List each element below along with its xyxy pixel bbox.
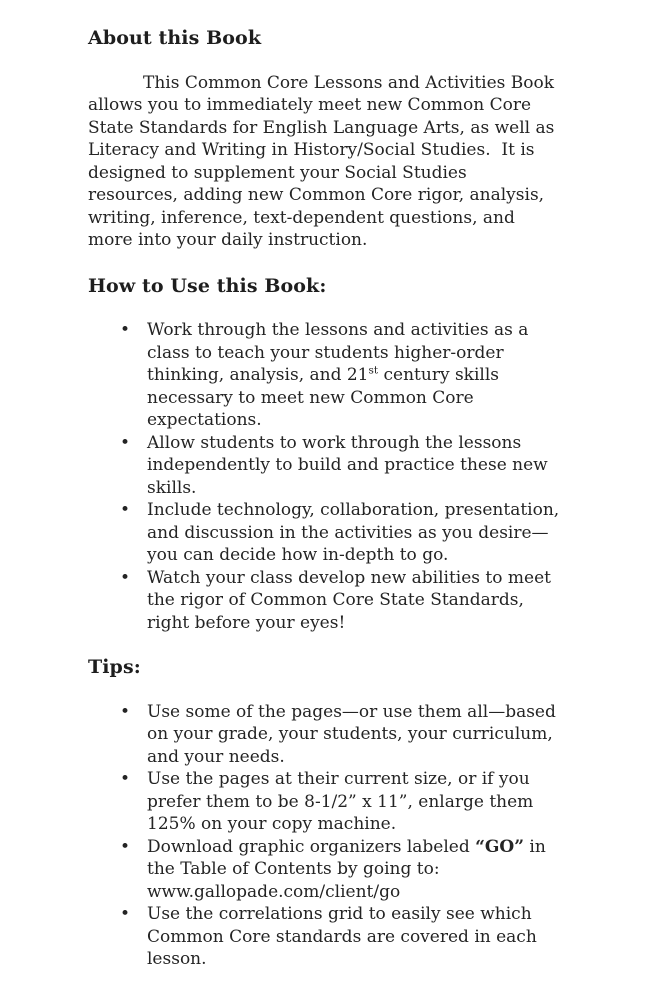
text-segment: in the Table of Contents by going to: www.gallopade.com/client/go xyxy=(147,836,546,902)
list-item: • Watch your class develop new abilities to meet the rigor of Common Core State Standards, right before your eyes! xyxy=(147,567,561,635)
list-item: • Allow students to work through the lessons independently to build and practice these new skills. xyxy=(147,432,561,500)
tips-heading: Tips: xyxy=(88,656,141,678)
text-segment: Work through the lessons and activities as a class to teach your students higher-order thinking, analysis, and 21 xyxy=(147,320,529,385)
list-item xyxy=(147,836,561,904)
bold-go-label: “GO” xyxy=(475,836,525,857)
page-title: About this Book xyxy=(88,27,262,49)
text-segment: Download graphic organizers labeled xyxy=(147,836,476,857)
list-item: • Include technology, collaboration, presentation, and discussion in the activities as you desire—you can decide how in-depth to go. xyxy=(147,499,561,567)
intro-paragraph: This Common Core Lessons and Activities Book allows you to immediately meet new Common Core State Standards for English Language Arts, as well as Literacy and Writing in History/Social Studies. It is designed to supplement your Social Studies resources, adding new Common Core rigor, analysis, writing, inference, text-dependent questions, and more into your daily instruction. xyxy=(88,72,560,250)
tips-list xyxy=(88,701,561,971)
how-to-use-list xyxy=(88,319,561,634)
superscript-ordinal: st xyxy=(368,364,379,377)
how-to-use-heading: How to Use this Book: xyxy=(88,274,327,297)
list-item xyxy=(147,319,561,432)
list-item: • Use the pages at their current size, or if you prefer them to be 8-1/2” x 11”, enlarge them 125% on your copy machine. xyxy=(147,768,561,836)
list-item: • Use some of the pages—or use them all—based on your grade, your students, your curriculum, and your needs. xyxy=(147,701,561,769)
text-segment: century skills necessary to meet new Common Core expectations. xyxy=(147,365,500,430)
list-item: • Use the correlations grid to easily see which Common Core standards are covered in each lesson. xyxy=(147,903,561,971)
